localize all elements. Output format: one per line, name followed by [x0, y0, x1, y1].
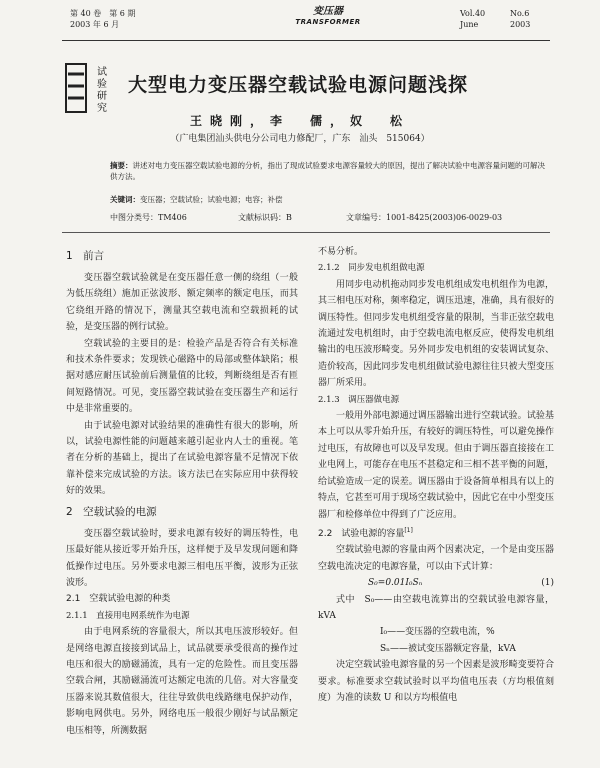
paragraph: 空载试验的主要目的是：检验产品是否符合有关标准和技术条件要求；发现铁心磁路中的局部或整体缺陷；根据对感应耐压试验前后测量值的比较，判断绕组是否有匝间短路情况。可见，变压器空载试验在变压器生产和运行中是非常重要的。 — [66, 338, 298, 415]
number-en: No.6 — [510, 9, 530, 18]
month-en: June — [460, 20, 479, 29]
volume-issue-cn: 第 40 卷 第 6 期 — [70, 9, 136, 18]
keywords-text: 变压器；空载试验；试验电源；电容；补偿 — [140, 195, 283, 204]
equation-number: (1) — [541, 578, 554, 589]
abstract — [110, 160, 550, 182]
section-rule — [62, 232, 550, 233]
equation-body: S₀=0.01I₀Sₙ — [368, 578, 423, 589]
subsection-title: 2.2 试验电源的容量 — [318, 528, 405, 539]
paragraph: 变压器空载试验时，要求电源有较好的调压特性，电压最好能从接近零开始升压，这样便于及早发现问题和降低操作过电压。另外要求电源三相电压平衡，波形为正弦波形。 — [66, 528, 298, 588]
header-rule — [62, 40, 550, 41]
year-en: 2003 — [510, 20, 531, 29]
subsubsection-heading: 2.1.3 调压器做电源 — [318, 394, 400, 405]
date-cn: 2003 年 6 月 — [70, 20, 120, 29]
equation — [318, 575, 554, 591]
document-code: 文献标识码：B — [238, 213, 292, 222]
article-number: 文章编号：1001-8425(2003)06-0029-03 — [346, 213, 503, 222]
clc-number: 中图分类号：TM406 — [110, 213, 187, 222]
paragraph: 用同步电动机拖动同步发电机组成发电机组作为电源，其三相电压对称，频率稳定，调压迅速，准确，具有很好的调压特性。但同步发电机组受容量的限制，当非正弦空载电流通过发电机组时，由于空载电流电枢反应，使得发电机组输出的电压波形畸变。另外同步发电机组的安装调试复杂、造价较高，因此同步发电机组做试验电源往往只被大型变压器厂所采用。 — [318, 279, 554, 389]
volume-en: Vol.40 — [460, 9, 486, 18]
badge-char: 研 — [97, 91, 107, 102]
badge-char: 试 — [97, 67, 107, 78]
paragraph-continued: 不易分析。 — [318, 247, 364, 257]
paragraph: 空载试验电源的容量由两个因素决定，一个是由变压器空载电流决定的电源容量，可以由下式计算： — [318, 545, 554, 572]
subsection-heading — [318, 523, 554, 542]
paragraph: 决定空载试验电源容量的另一个因素是波形畸变要符合要求。标准要求空载试验时以平均值电压表（方均根值刻度）为准的读数 U 和以方均根值电 — [318, 660, 554, 703]
journal-name-en: TRANSFORMER — [295, 18, 361, 26]
reference-marker: [1] — [404, 526, 413, 534]
subsubsection-heading: 2.1.2 同步发电机组做电源 — [318, 263, 425, 274]
paragraph: 变压器空载试验就是在变压器任意一侧的绕组（一般为低压绕组）施加正弦波形、额定频率的额定电压，而其它绕组开路的情况下，测量其空载电流和空载损耗的试验，是变压器的例行试验。 — [66, 273, 298, 333]
section-heading: 1 前言 — [66, 250, 105, 262]
authors: 王晓刚，李 儒，奴 松 — [189, 114, 410, 128]
issue-info — [70, 8, 135, 30]
subsubsection-heading: 2.1.1 直接用电网系统作为电源 — [66, 610, 190, 621]
left-column — [66, 244, 298, 739]
keywords — [110, 194, 550, 205]
abstract-label: 摘要： — [110, 161, 133, 170]
badge-char: 究 — [97, 103, 107, 114]
journal-name-cn: 变压器 — [313, 6, 343, 17]
category-badge — [64, 60, 120, 116]
definition: I₀——变压器的空载电流，% — [380, 627, 495, 638]
paragraph: 一般用外部电源通过调压器输出进行空载试验。试验基本上可以从零升始升压，有较好的调压特性，可以避免操作过电压，有故障也可以及早发现。但由于调压器直接接在工业电网上，可能存在电压不甚稳定和三相不甚平衡的问题，给试验造成一定的误差。调压器由于设备简单相具有以上的特点，它甚至可用于现场空载试验中，因此它在中小型变压器厂和检修单位中得到了广泛应用。 — [318, 411, 554, 520]
definition: 式中 S₀——由空载电流算出的空载试验电源容量，kVA — [318, 594, 554, 621]
definition: Sₙ——被试变压器额定容量，kVA — [380, 643, 516, 654]
paragraph: 由于试验电源对试验结果的准确性有很大的影响，所以，试验电源性能的问题越来越引起业内人士的重视。笔者在分析的基础上，提出了在试验电源容量不足情况下依靠补偿来完成试验的方法。该方法已在实际应用中获得较好的效果。 — [66, 420, 298, 497]
paper-title: 大型电力变压器空载试验电源问题浅探 — [128, 74, 469, 96]
subsection-heading: 2.1 空载试验电源的种类 — [66, 594, 171, 605]
running-header — [70, 6, 550, 40]
journal-name — [290, 6, 366, 28]
paragraph: 由于电网系统的容量很大，所以其电压波形较好。但是网络电源直接接到试品上，试品就要承受很高的操作过电压和很大的励磁涌流，具有一定的危险性。而且变压器空载合闸，其励磁涌流可达额定电流的几倍。对大容量变压器来说其数值很大，往往导致供电线路继电保护动作，影响电网供电。另外，网络电压一般很少刚好与试品额定电压相等，所测数据 — [66, 627, 298, 736]
affiliation: （广电集团汕头供电分公司电力修配厂，广东 汕头 515064） — [170, 134, 430, 144]
keywords-label: 关键词： — [110, 195, 140, 204]
section-heading: 2 空载试验的电源 — [66, 505, 157, 518]
right-column — [318, 244, 554, 706]
issue-info-en — [460, 8, 550, 30]
badge-char: 验 — [97, 79, 107, 90]
abstract-text: 讲述对电力变压器空载试验电源的分析，指出了现成试验要求电源容量较大的原因，提出了解决试验中电源容量问题的可解决供方法。 — [110, 161, 545, 181]
